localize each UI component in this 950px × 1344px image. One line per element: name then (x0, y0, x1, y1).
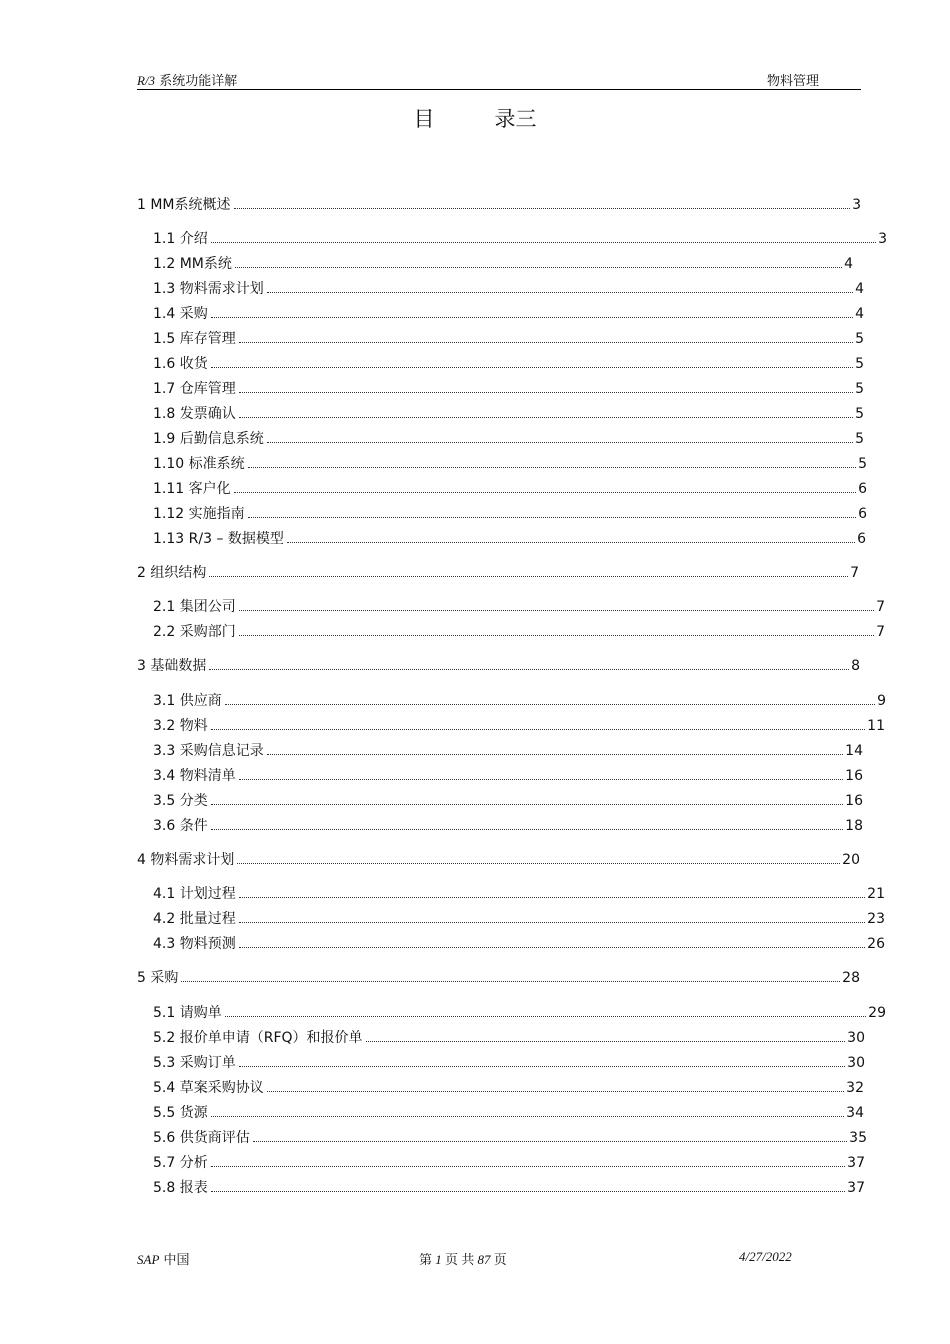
toc-entry-page: 7 (876, 599, 885, 615)
toc-entry[interactable] (137, 968, 860, 988)
toc-entry-label: 4.2 批量过程 (153, 911, 236, 927)
toc-dot-leader (211, 1116, 844, 1117)
toc-entry-label: 1.7 仓库管理 (153, 381, 236, 397)
toc-entry-label: 5.8 报表 (153, 1180, 208, 1196)
toc-entry-label: 1.12 实施指南 (153, 506, 245, 522)
toc-entry-label: 4.3 物料预测 (153, 936, 236, 952)
toc-entry-label: 5.2 报价单申请（RFQ）和报价单 (153, 1030, 363, 1046)
toc-entry-label: 2.2 采购部门 (153, 624, 236, 640)
toc-entry-page: 6 (857, 531, 866, 547)
toc-dot-leader (267, 1091, 844, 1092)
toc-entry-page: 4 (855, 306, 864, 322)
toc-dot-leader (239, 610, 874, 611)
toc-entry-label: 5.5 货源 (153, 1105, 208, 1121)
toc-entry-page: 5 (855, 406, 864, 422)
toc-entry-label: 3.5 分类 (153, 793, 208, 809)
toc-entry-page: 9 (877, 693, 886, 709)
toc-dot-leader (239, 635, 874, 636)
toc-entry-page: 7 (876, 624, 885, 640)
toc-entry-label: 3.3 采购信息记录 (153, 743, 264, 759)
toc-entry-page: 3 (852, 197, 861, 213)
toc-entry-page: 6 (858, 481, 867, 497)
toc-entry-label: 1.3 物料需求计划 (153, 281, 264, 297)
header-doc-title: 系统功能详解 (155, 74, 238, 89)
toc-dot-leader (234, 492, 856, 493)
toc-entry[interactable] (153, 529, 866, 549)
toc-dot-leader (211, 729, 865, 730)
toc-entry[interactable] (153, 1028, 865, 1048)
toc-entry-page: 8 (851, 658, 860, 674)
toc-entry-label: 1.10 标准系统 (153, 456, 245, 472)
toc-dot-leader (239, 947, 865, 948)
toc-entry[interactable] (153, 254, 853, 274)
toc-entry[interactable] (153, 1128, 867, 1148)
toc-entry[interactable] (153, 934, 885, 954)
toc-entry[interactable] (153, 716, 885, 736)
toc-dot-leader (235, 267, 842, 268)
toc-dot-leader (267, 292, 853, 293)
toc-entry[interactable] (153, 1153, 865, 1173)
toc-dot-leader (239, 897, 865, 898)
toc-dot-leader (267, 754, 843, 755)
toc-entry-label: 2.1 集团公司 (153, 599, 236, 615)
toc-entry-page: 6 (858, 506, 867, 522)
toc-entry[interactable] (153, 229, 887, 249)
toc-dot-leader (181, 981, 840, 982)
toc-entry-page: 32 (846, 1080, 864, 1096)
page-title (0, 103, 950, 133)
toc-entry-label: 1.4 采购 (153, 306, 208, 322)
toc-dot-leader (225, 704, 875, 705)
title-part1: 目 (413, 107, 435, 131)
toc-entry[interactable] (153, 429, 864, 449)
footer-region: 中国 (159, 1253, 190, 1268)
toc-dot-leader (225, 1016, 866, 1017)
toc-entry-page: 16 (845, 793, 863, 809)
toc-dot-leader (234, 208, 851, 209)
toc-entry-label: 5 采购 (137, 970, 179, 986)
toc-dot-leader (211, 1166, 845, 1167)
toc-entry-page: 37 (847, 1155, 865, 1171)
toc-entry[interactable] (153, 479, 867, 499)
toc-entry[interactable] (153, 504, 867, 524)
toc-entry-page: 28 (842, 970, 860, 986)
toc-entry[interactable] (153, 766, 863, 786)
toc-entry-label: 5.4 草案采购协议 (153, 1080, 264, 1096)
toc-entry-page: 4 (855, 281, 864, 297)
toc-entry-page: 30 (847, 1055, 865, 1071)
footer-page-mid: 页 共 (441, 1252, 478, 1267)
toc-entry-label: 5.3 采购订单 (153, 1055, 236, 1071)
toc-entry-page: 26 (867, 936, 885, 952)
toc-entry[interactable] (153, 404, 864, 424)
toc-entry[interactable] (153, 741, 863, 761)
toc-dot-leader (239, 1066, 845, 1067)
toc-entry-page: 37 (847, 1180, 865, 1196)
toc-entry-page: 18 (845, 818, 863, 834)
toc-entry[interactable] (153, 354, 864, 374)
toc-entry-page: 30 (847, 1030, 865, 1046)
toc-dot-leader (211, 829, 843, 830)
toc-entry-page: 35 (849, 1130, 867, 1146)
toc-entry-label: 3.6 条件 (153, 818, 208, 834)
toc-entry[interactable] (137, 563, 859, 583)
toc-entry[interactable] (153, 816, 863, 836)
toc-dot-leader (366, 1041, 846, 1042)
toc-entry-label: 1.8 发票确认 (153, 406, 236, 422)
toc-entry[interactable] (137, 195, 861, 215)
toc-entry-page: 23 (867, 911, 885, 927)
toc-dot-leader (253, 1141, 847, 1142)
toc-entry-label: 3.4 物料清单 (153, 768, 236, 784)
toc-entry-label: 1.9 后勤信息系统 (153, 431, 264, 447)
toc-entry-label: 3 基础数据 (137, 658, 207, 674)
footer-page-prefix: 第 (419, 1252, 436, 1267)
toc-dot-leader (209, 576, 848, 577)
toc-entry-label: 5.6 供货商评估 (153, 1130, 250, 1146)
header-rule (137, 89, 861, 90)
toc-entry[interactable] (153, 884, 885, 904)
header-product: R/3 (137, 73, 156, 88)
toc-entry[interactable] (153, 909, 885, 929)
footer-total-pages: 87 (477, 1252, 491, 1267)
toc-entry[interactable] (153, 1053, 865, 1073)
toc-entry[interactable] (153, 597, 885, 617)
toc-dot-leader (211, 804, 843, 805)
toc-dot-leader (211, 242, 876, 243)
toc-entry-page: 5 (855, 331, 864, 347)
toc-entry-page: 34 (846, 1105, 864, 1121)
toc-dot-leader (239, 392, 853, 393)
toc-dot-leader (267, 442, 853, 443)
toc-entry[interactable] (153, 304, 864, 324)
toc-entry-label: 1.6 收货 (153, 356, 208, 372)
toc-entry[interactable] (153, 1003, 886, 1023)
toc-entry-page: 5 (855, 356, 864, 372)
toc-dot-leader (239, 417, 853, 418)
toc-entry-label: 1.2 MM系统 (153, 256, 232, 272)
toc-entry-page: 21 (867, 886, 885, 902)
toc-entry-label: 3.1 供应商 (153, 693, 222, 709)
toc-dot-leader (211, 1191, 845, 1192)
toc-entry[interactable] (153, 279, 864, 299)
toc-entry[interactable] (153, 454, 867, 474)
toc-entry-label: 2 组织结构 (137, 565, 207, 581)
toc-entry-label: 5.1 请购单 (153, 1005, 222, 1021)
footer-page-number (419, 1249, 507, 1268)
toc-dot-leader (209, 669, 849, 670)
footer-page-suffix: 页 (490, 1252, 507, 1267)
toc-entry-page: 11 (867, 718, 885, 734)
toc-entry-page: 4 (844, 256, 853, 272)
toc-entry-page: 5 (855, 431, 864, 447)
toc-entry[interactable] (153, 1078, 864, 1098)
toc-entry-label: 1.1 介绍 (153, 231, 208, 247)
toc-entry-label: 1.5 库存管理 (153, 331, 236, 347)
toc-entry[interactable] (153, 622, 885, 642)
toc-entry-page: 5 (855, 381, 864, 397)
toc-entry-label: 1 MM系统概述 (137, 197, 231, 213)
toc-dot-leader (239, 342, 853, 343)
toc-dot-leader (211, 317, 853, 318)
header-left (137, 70, 237, 89)
toc-entry-label: 1.13 R/3 – 数据模型 (153, 531, 284, 547)
toc-entry-label: 5.7 分析 (153, 1155, 208, 1171)
toc-entry-page: 14 (845, 743, 863, 759)
toc-entry-page: 7 (850, 565, 859, 581)
toc-dot-leader (248, 517, 856, 518)
footer-company: SAP (137, 1252, 160, 1267)
toc-entry[interactable] (137, 850, 860, 870)
toc-entry-page: 16 (845, 768, 863, 784)
toc-dot-leader (237, 863, 840, 864)
title-part2: 录三 (494, 107, 537, 131)
toc-entry[interactable] (153, 1178, 865, 1198)
toc-dot-leader (248, 467, 856, 468)
footer-left (137, 1249, 190, 1268)
toc-dot-leader (239, 779, 843, 780)
toc-entry-label: 1.11 客户化 (153, 481, 231, 497)
toc-entry-page: 5 (858, 456, 867, 472)
toc-entry-page: 20 (842, 852, 860, 868)
footer-date: 4/27/2022 (739, 1249, 792, 1264)
toc-entry[interactable] (153, 329, 864, 349)
toc-entry-label: 4.1 计划过程 (153, 886, 236, 902)
toc-entry[interactable] (153, 379, 864, 399)
toc-dot-leader (239, 922, 865, 923)
toc-entry[interactable] (153, 791, 863, 811)
toc-entry[interactable] (153, 691, 886, 711)
toc-dot-leader (211, 367, 853, 368)
toc-entry-label: 4 物料需求计划 (137, 852, 235, 868)
toc-entry-page: 3 (878, 231, 887, 247)
toc-entry[interactable] (137, 656, 860, 676)
toc-entry[interactable] (153, 1103, 864, 1123)
footer-current-page: 1 (435, 1252, 442, 1267)
toc-entry-label: 3.2 物料 (153, 718, 208, 734)
toc-dot-leader (287, 542, 855, 543)
header-right: 物料管理 (767, 74, 820, 89)
toc-entry-page: 29 (868, 1005, 886, 1021)
